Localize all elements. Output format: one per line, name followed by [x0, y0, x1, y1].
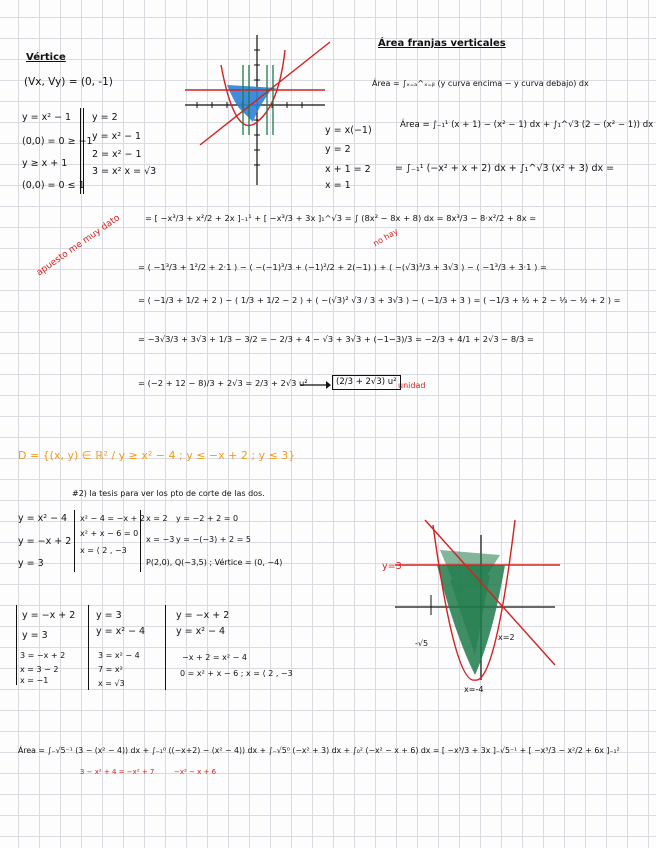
final-under-1: 3 − x² + 4 = −x² + 7	[80, 768, 155, 776]
area-equation-2: = ∫₋₁¹ (−x² + x + 2) dx + ∫₁^√3 (x² + 3) dx =	[395, 163, 615, 174]
calc-line-5: = (−2 + 12 − 8)/3 + 2√3 = 2/3 + 2√3 u²	[138, 378, 308, 388]
eq-line: 3 = x² − 4	[98, 651, 140, 660]
eq-line: y = −(−3) + 2 = 5	[176, 535, 252, 544]
above-note: no hay	[371, 226, 400, 249]
area-general-formula: Área = ∫ₓ₌ₐ^ₓ₌ᵦ (y curva encima − y curva debajo) dx	[372, 79, 589, 88]
eq-line: y = −x + 2	[22, 610, 76, 621]
eq-line: 0 = x² + x − 6 ; x = ⟨ 2 , −3	[180, 669, 293, 678]
result-box: (2/3 + 2√3) u²	[332, 375, 401, 390]
eq-line: (0,0) = 0 ≤ 1	[22, 180, 85, 191]
eq-line: 3 = −x + 2	[20, 651, 66, 660]
eq-line: y = x² − 4	[18, 513, 68, 524]
eq-line: y ≥ x + 1	[22, 158, 68, 169]
graph-label: x = 1	[325, 180, 351, 191]
graph-label: x + 1 = 2	[325, 164, 371, 175]
eq-line: x = √3	[98, 679, 125, 688]
eq-line: x² − 4 = −x + 2	[80, 514, 145, 523]
final-area: Área = ∫₋√5⁻¹ (3 − (x² − 4)) dx + ∫₋₁⁰ ((−x+2) − (x² − 4)) dx + ∫₋√5⁰ (−x² + 3) dx + ∫₀² (−x² − x + 6) dx = [ −x³/3 + 3x ]₋√5⁻¹ + [ −x³/3 − x²/2 + 6x ]₋₁²	[18, 746, 620, 755]
vertex-title: Vértice	[26, 52, 66, 63]
eq-line: 2 = x² − 1	[92, 149, 142, 160]
divider	[16, 605, 17, 685]
side-note: apuesto me muy dato	[35, 213, 122, 279]
eq-line: −x + 2 = x² − 4	[182, 653, 247, 662]
calc-line-4: = −3√3/3 + 3√3 + 1/3 − 3/2 = − 2/3 + 4 − √3 + 3√3 + (−1−3)/3 = −2/3 + 4/1 + 2√3 − 8/3 =	[138, 334, 534, 344]
eq-line: y = −2 + 2 = 0	[176, 514, 239, 523]
eq-line: x = −3	[146, 535, 175, 544]
eq-line: y = 2	[92, 112, 118, 123]
eq-line: y = x² − 1	[22, 112, 72, 123]
eq-line: y = −x + 2	[176, 610, 230, 621]
graph-label: y = x(−1)	[325, 125, 372, 136]
area-equation-1: Área = ∫₋₁¹ (x + 1) − (x² − 1) dx + ∫₁^√3 (2 − (x² − 1)) dx	[400, 120, 654, 130]
eq-line: x = 3 − 2	[20, 665, 59, 674]
graph2-label-x2: x=2	[498, 633, 515, 642]
eq-line: x² + x − 6 = 0	[80, 529, 139, 538]
arrow	[300, 380, 330, 390]
hint: #2) la tesis para ver los pto de corte de las dos.	[72, 489, 265, 498]
graph2-label-y3: y=3	[382, 561, 402, 572]
eq-line: y = −x + 2	[18, 536, 72, 547]
final-under-2: −x² − x + 6	[174, 768, 217, 776]
divider	[88, 605, 89, 690]
divider	[74, 510, 75, 572]
calc-line-2: = ( −1³/3 + 1²/2 + 2·1 ) − ( −(−1)³/3 + (−1)²/2 + 2(−1) ) + ( −(√3)³/3 + 3√3 ) − ( −1³/3 + 3·1 ) =	[138, 262, 547, 272]
domain-definition: D = {(x, y) ∈ ℝ² / y ≥ x² − 4 ; y ≤ −x + 2 ; y ≤ 3}	[18, 449, 296, 462]
divider	[80, 108, 81, 194]
eq-line: y = x² − 4	[176, 626, 226, 637]
calc-line-1: = [ −x³/3 + x²/2 + 2x ]₋₁¹ + [ −x³/3 + 3x ]₁^√3 = ∫ (8x² − 8x + 8) dx = 8x³/3 − 8·x²/2 + 8x =	[145, 213, 537, 223]
graph-label: y = 2	[325, 144, 351, 155]
calc-line-3: = ( −1/3 + 1/2 + 2 ) − ( 1/3 + 1/2 − 2 ) + ( −(√3)² √3 / 3 + 3√3 ) − ( −1/3 + 3 ) = ( −1/3 + ½ + 2 − ⅓ − ½ + 2 ) =	[138, 295, 621, 305]
eq-line: y = 3	[22, 630, 48, 641]
eq-line: P(2,0), Q(−3,5) ; Vértice = (0, −4)	[146, 558, 283, 567]
eq-line: 7 = x²	[98, 665, 123, 674]
eq-line: y = 3	[18, 558, 44, 569]
eq-line: (0,0) = 0 ≥ −1	[22, 136, 93, 147]
graph2-label-xm4: x=-4	[464, 685, 484, 694]
eq-line: x = 2	[146, 514, 168, 523]
divider	[83, 108, 84, 194]
graph-1	[185, 30, 335, 190]
eq-line: y = 3	[96, 610, 122, 621]
vertex-formula: (Vx, Vy) = (0, -1)	[24, 76, 113, 88]
eq-line: y = x² − 1	[92, 131, 142, 142]
result-note: unidad	[398, 381, 426, 390]
eq-line: x = ⟨ 2 , −3	[80, 546, 127, 555]
area-title: Área franjas verticales	[378, 38, 506, 49]
graph2-label-sqrt: -√5	[415, 639, 429, 648]
divider	[165, 605, 166, 690]
eq-line: 3 = x² x = √3	[92, 166, 157, 177]
eq-line: x = −1	[20, 676, 49, 685]
eq-line: y = x² − 4	[96, 626, 146, 637]
divider	[140, 553, 141, 571]
graph-2	[395, 515, 565, 685]
